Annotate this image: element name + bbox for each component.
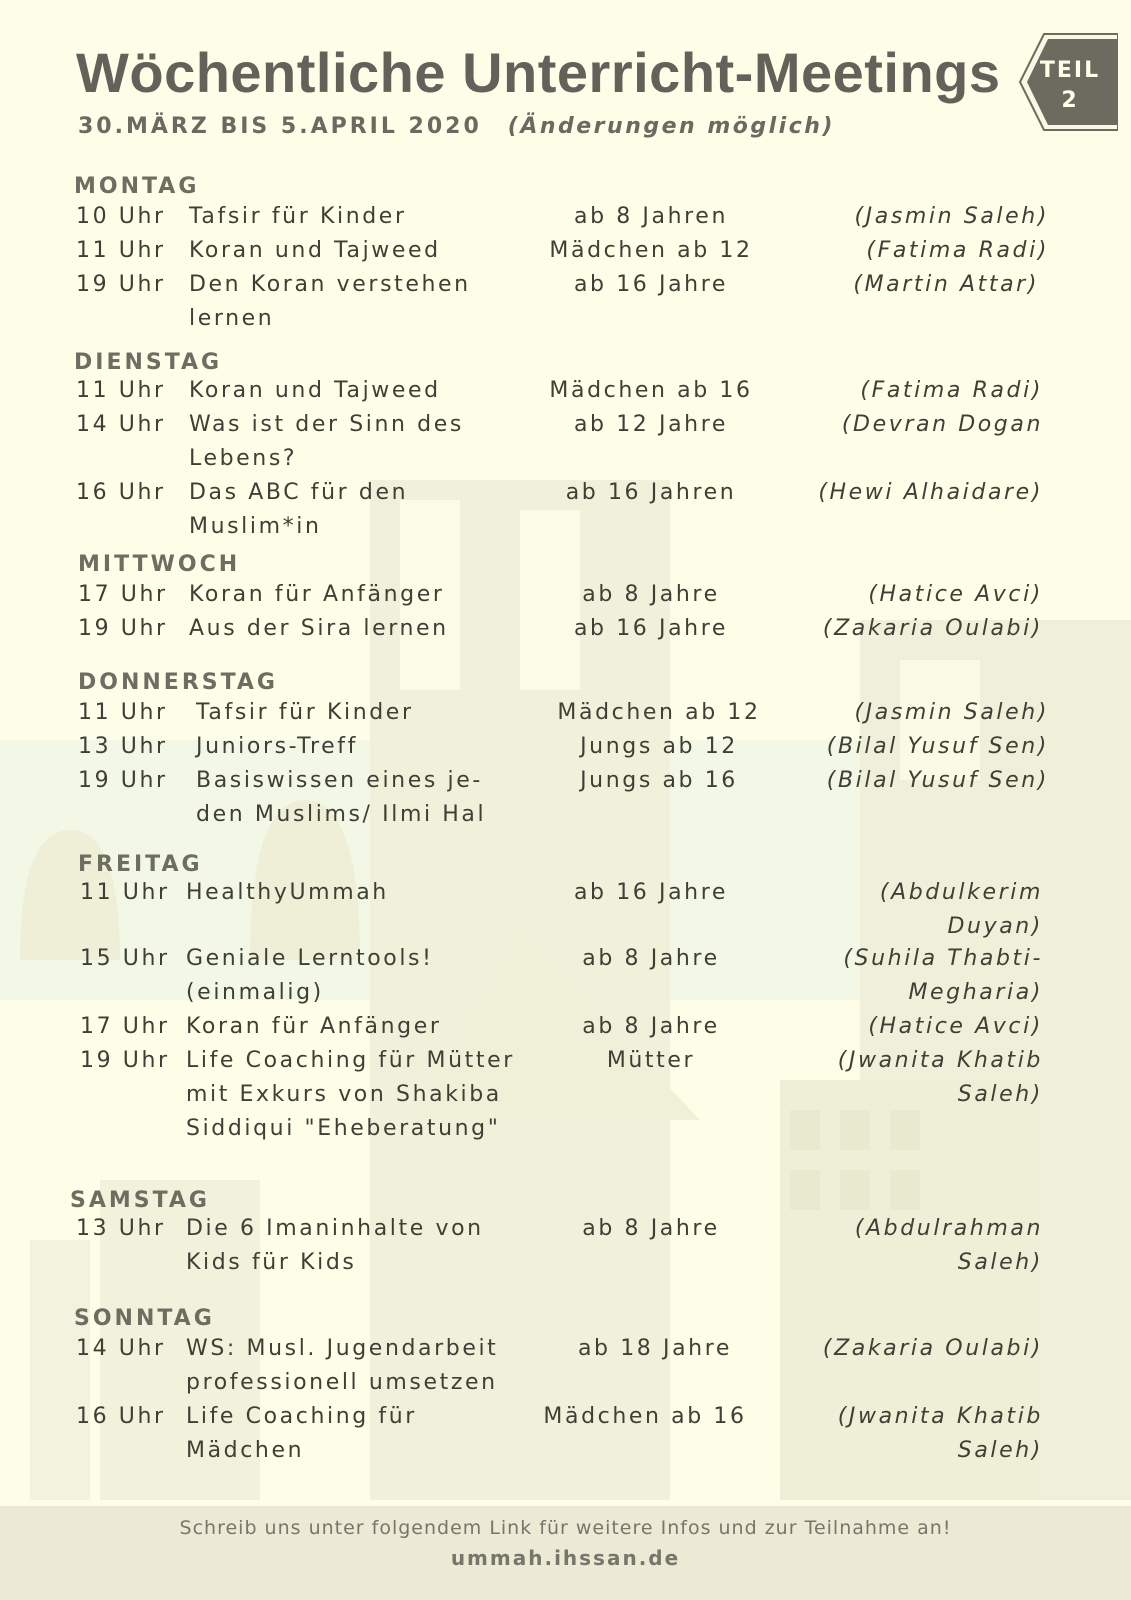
event-teacher: (Hatice Avci)	[868, 1014, 1043, 1039]
event-teacher: (Hatice Avci)	[868, 582, 1043, 607]
page-title: Wöchentliche Unterricht-Meetings	[76, 41, 1001, 104]
event-title: WS: Musl. Jugendarbeit professionell umsetzen	[186, 1336, 499, 1395]
footer-link[interactable]: ummah.ihssan.de	[450, 1546, 681, 1570]
event-audience: Jungs ab 12	[580, 734, 738, 759]
event-teacher: (Jasmin Saleh)	[854, 204, 1049, 229]
event-audience: ab 18 Jahre	[577, 1336, 733, 1361]
day-heading: MONTAG	[74, 174, 200, 199]
event-title: Life Coaching für Mütter mit Exkurs von Shakiba Siddiqui "Eheberatung"	[186, 1048, 515, 1141]
event-teacher: (Bilal Yusuf Sen)	[826, 734, 1049, 759]
event-teacher: (Suhila Thabti-Megharia)	[843, 946, 1043, 1005]
changes-note: (Änderungen möglich)	[507, 114, 835, 139]
footer-text: Schreib uns unter folgendem Link für weitere Infos und zur Teilnahme an!	[179, 1517, 952, 1539]
event-title: Aus der Sira lernen	[189, 616, 449, 641]
event-time: 17 Uhr	[78, 582, 168, 607]
event-title: Geniale Lerntools! (einmalig)	[186, 946, 434, 1005]
event-title: Koran und Tajweed	[189, 238, 441, 263]
event-teacher: (Martin Attar)	[853, 272, 1039, 297]
event-time: 19 Uhr	[78, 616, 168, 641]
event-teacher: (Fatima Radi)	[860, 378, 1043, 403]
event-time: 15 Uhr	[80, 946, 170, 971]
event-time: 11 Uhr	[76, 238, 166, 263]
event-audience: Mädchen ab 12	[557, 700, 761, 725]
event-teacher: (Fatima Radi)	[866, 238, 1049, 263]
event-title: Tafsir für Kinder	[196, 700, 414, 725]
event-audience: ab 16 Jahre	[573, 880, 729, 905]
event-audience: ab 16 Jahre	[573, 616, 729, 641]
event-teacher: (Jasmin Saleh)	[854, 700, 1049, 725]
day-heading: DONNERSTAG	[78, 670, 278, 695]
event-time: 13 Uhr	[78, 734, 168, 759]
event-audience: ab 8 Jahre	[582, 582, 720, 607]
event-time: 16 Uhr	[76, 1404, 166, 1429]
event-title: Koran für Anfänger	[186, 1014, 442, 1039]
event-time: 19 Uhr	[76, 272, 166, 297]
event-teacher: (Jwanita Khatib Saleh)	[837, 1048, 1043, 1107]
event-title: HealthyUmmah	[186, 880, 389, 905]
event-title: Tafsir für Kinder	[189, 204, 407, 229]
day-heading: MITTWOCH	[78, 552, 241, 577]
day-heading: SONNTAG	[74, 1306, 215, 1331]
event-time: 17 Uhr	[80, 1014, 170, 1039]
event-teacher: (Zakaria Oulabi)	[822, 1336, 1043, 1361]
event-title: Koran für Anfänger	[189, 582, 445, 607]
event-teacher: (Jwanita Khatib Saleh)	[837, 1404, 1043, 1463]
event-time: 16 Uhr	[76, 480, 166, 505]
event-teacher: (Zakaria Oulabi)	[822, 616, 1043, 641]
event-audience: ab 8 Jahre	[582, 946, 720, 971]
event-teacher: (Abdulrahman Saleh)	[854, 1216, 1043, 1275]
event-audience: Mädchen ab 16	[549, 378, 753, 403]
event-audience: ab 8 Jahren	[574, 204, 728, 229]
event-time: 11 Uhr	[78, 700, 168, 725]
event-audience: ab 8 Jahre	[582, 1014, 720, 1039]
event-title: Basiswissen eines je-den Muslims/ Ilmi Hal	[196, 768, 487, 827]
event-title: Life Coaching für Mädchen	[186, 1404, 417, 1463]
event-teacher: (Hewi Alhaidare)	[818, 480, 1043, 505]
event-time: 13 Uhr	[76, 1216, 166, 1241]
subtitle	[78, 114, 835, 139]
event-audience: Mädchen ab 16	[543, 1404, 747, 1429]
event-title: Den Koran verstehen lernen	[189, 272, 471, 331]
badge-line-1: TEIL	[1039, 58, 1101, 83]
event-title: Koran und Tajweed	[189, 378, 441, 403]
event-title: Das ABC für den Muslim*in	[189, 480, 409, 539]
event-audience: Mädchen ab 12	[549, 238, 753, 263]
part-badge-label	[1030, 56, 1110, 116]
event-time: 11 Uhr	[80, 880, 170, 905]
event-time: 14 Uhr	[76, 1336, 166, 1361]
day-heading: DIENSTAG	[74, 350, 223, 375]
event-title: Was ist der Sinn des Lebens?	[189, 412, 464, 471]
badge-line-2: 2	[1061, 88, 1079, 113]
event-time: 19 Uhr	[80, 1048, 170, 1073]
date-range: 30.MÄRZ BIS 5.APRIL 2020	[78, 114, 482, 139]
event-time: 10 Uhr	[76, 204, 166, 229]
event-audience: ab 8 Jahre	[582, 1216, 720, 1241]
event-audience: Jungs ab 16	[580, 768, 738, 793]
event-teacher: (Bilal Yusuf Sen)	[826, 768, 1049, 793]
event-teacher: (Abdulkerim Duyan)	[879, 880, 1043, 939]
event-audience: ab 16 Jahre	[573, 272, 729, 297]
event-audience: ab 16 Jahren	[565, 480, 737, 505]
day-heading: SAMSTAG	[70, 1188, 210, 1213]
event-time: 11 Uhr	[76, 378, 166, 403]
event-title: Die 6 Imaninhalte von Kids für Kids	[186, 1216, 484, 1275]
event-audience: ab 12 Jahre	[573, 412, 729, 437]
event-time: 19 Uhr	[78, 768, 168, 793]
day-heading: FREITAG	[78, 852, 203, 877]
event-time: 14 Uhr	[76, 412, 166, 437]
event-title: Juniors-Treff	[196, 734, 358, 759]
event-teacher: (Devran Dogan	[841, 412, 1043, 437]
event-audience: Mütter	[606, 1048, 696, 1073]
